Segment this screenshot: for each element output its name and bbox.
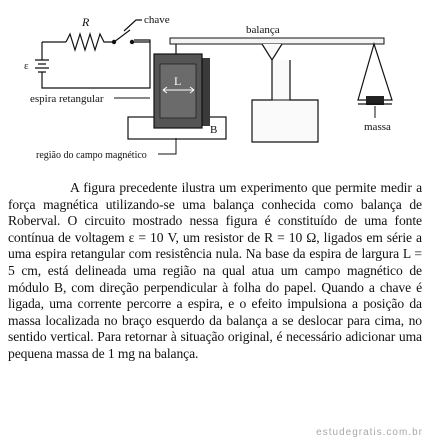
chave-pointer: [124, 20, 142, 31]
regiao-pointer: [158, 138, 176, 154]
mass-pan: [358, 44, 392, 100]
width-label: L: [174, 74, 182, 88]
rectangular-loop-inner: [160, 64, 196, 118]
switch-blade: [114, 30, 130, 42]
balance-stand: [252, 44, 318, 142]
emf-label: ε: [24, 60, 29, 72]
circuit-wire-to-loop: [134, 40, 150, 72]
balance-label: balança: [246, 24, 280, 36]
problem-text: A figura precedente ilustra um experimento que permite medir a força magnética utilizando-se uma balança conhecida como balança de Roberval. O circuito mostrado nessa figura é constituído de uma fonte contínua de voltagem ε = 10 V, um resistor de R = 10 Ω, ligados em série a uma espira retangular com resistência nula. Na base da espira de largura L = 5 cm, está delineada uma região na qual atua um campo magnético de módulo B, com direção perpendicular à folha do papel. Quando a chave é ligada, uma corrente percorre a espira, e o efeito impulsiona a posição da massa localizada no braço esquerdo da balança a se deslocar para cima, no sentido vertical. Para retornar à situação original, é necessário adicionar uma pequena massa de 1 mg na balança.: [8, 180, 422, 361]
experiment-figure: [0, 0, 437, 170]
resistor-label: R: [82, 15, 90, 29]
mass-label: massa: [364, 121, 391, 133]
region-label: região do campo magnético: [36, 150, 147, 161]
watermark: estudegratis.com.br: [316, 427, 423, 438]
field-label: B: [210, 124, 218, 136]
switch-label: chave: [144, 14, 170, 26]
battery-icon: [35, 60, 49, 72]
loop-label: espira retangular: [30, 93, 104, 105]
circuit-wire-left: [42, 42, 150, 88]
balance-beam: [170, 38, 384, 44]
resistor-icon: [66, 34, 112, 50]
